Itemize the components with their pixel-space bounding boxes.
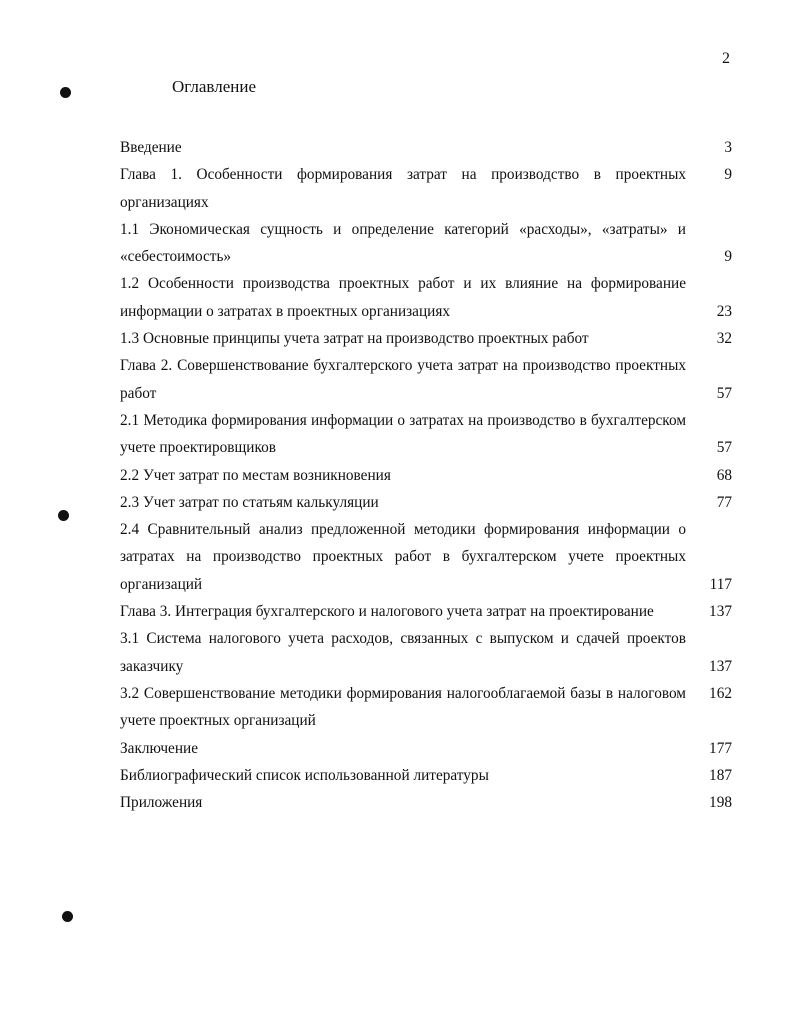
toc-entry [120,735,732,762]
toc-entry-page: 137 [709,603,732,621]
toc-entry-page: 117 [709,575,732,593]
toc-entry-title: Приложения [120,794,203,812]
toc-entry [120,407,732,462]
toc-entry [120,216,732,271]
toc-entry [120,516,732,598]
table-of-contents [120,134,732,816]
toc-entry-page: 177 [709,739,732,757]
toc-entry [120,489,732,516]
toc-entry-title: 3.1 Система налогового учета расходов, связанных с выпуском и сдачей проектов заказчику [120,630,686,675]
toc-entry [120,462,732,489]
page-number: 2 [722,50,730,67]
toc-entry-page: 32 [716,330,732,348]
toc-entry-title: 1.2 Особенности производства проектных работ и их влияние на формирование информации о затратах в проектных организациях [120,275,686,320]
toc-entry-title: 1.3 Основные принципы учета затрат на производство проектных работ [120,330,589,348]
toc-entry-page: 3 [724,139,732,156]
toc-entry [120,762,732,789]
binder-hole-mark [62,911,73,922]
page-title: Оглавление [172,77,256,96]
toc-entry-page: 57 [716,384,732,402]
toc-entry-title: 2.3 Учет затрат по статьям калькуляции [120,493,379,511]
toc-entry-title: 2.1 Методика формирования информации о затратах на производство в бухгалтерском учете проектировщиков [120,411,686,457]
toc-entry [120,270,732,325]
toc-entry-title: Введение [120,139,182,156]
binder-hole-mark [58,510,69,521]
toc-entry [120,161,732,216]
toc-entry-title: Библиографический список использованной литературы [120,766,489,784]
toc-entry-page: 137 [709,657,732,675]
toc-entry-title: Глава 2. Совершенствование бухгалтерского учета затрат на производство проектных работ [120,357,686,402]
toc-entry [120,325,732,352]
toc-entry-page: 23 [716,302,732,320]
toc-entry-page: 57 [716,439,732,457]
toc-entry-title: Глава 3. Интеграция бухгалтерского и налогового учета затрат на проектирование [120,603,654,621]
toc-entry [120,680,732,735]
toc-entry-title: 3.2 Совершенствование методики формирования налогооблагаемой базы в налоговом учете проектных организаций [120,684,686,730]
binder-hole-mark [60,87,71,98]
toc-entry-page: 77 [716,493,732,511]
toc-entry [120,352,732,407]
toc-entry [120,625,732,680]
toc-entry-page: 68 [716,466,732,484]
toc-entry-page: 9 [724,248,732,266]
toc-entry [120,134,732,161]
toc-entry-title: 2.2 Учет затрат по местам возникновения [120,466,391,484]
toc-entry [120,598,732,625]
toc-entry-title: Глава 1. Особенности формирования затрат на производство в проектных организациях [120,166,686,211]
toc-entry [120,789,732,816]
toc-entry-page: 162 [709,684,732,702]
toc-entry-title: Заключение [120,739,199,757]
toc-entry-title: 1.1 Экономическая сущность и определение категорий «расходы», «затраты» и «себестоимость» [120,220,686,266]
toc-entry-page: 9 [724,166,732,184]
toc-entry-page: 187 [709,766,732,784]
toc-entry-title: 2.4 Сравнительный анализ предложенной методики формирования информации о затратах на производство проектных работ в бухгалтерском учете проектных организаций [120,521,686,593]
toc-entry-page: 198 [709,794,732,812]
